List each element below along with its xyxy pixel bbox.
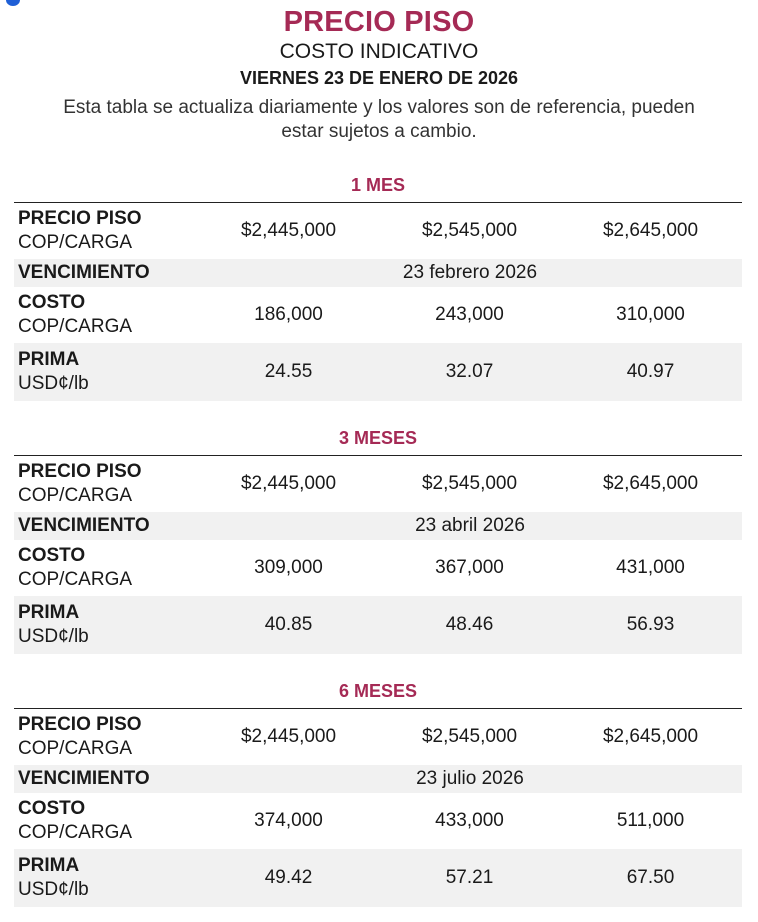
table-cell: 32.07 <box>445 361 494 382</box>
table-cell: $2,645,000 <box>602 473 699 494</box>
row-label-main: PRECIO PISO <box>18 714 142 735</box>
table-row-costo <box>14 540 742 596</box>
table-cell: 310,000 <box>616 304 685 325</box>
row-label-unit: USD¢/lb <box>18 373 89 394</box>
row-label-unit: USD¢/lb <box>18 879 89 900</box>
table-cell: 56.93 <box>626 614 675 635</box>
table-cell: 23 julio 2026 <box>416 768 524 789</box>
row-label-main: VENCIMIENTO <box>18 768 150 789</box>
table-row-prima <box>14 596 742 654</box>
table-cell: 48.46 <box>445 614 494 635</box>
table-cell: $2,445,000 <box>240 473 337 494</box>
row-label-main: COSTO <box>18 545 86 566</box>
table-cell: 40.85 <box>264 614 313 635</box>
row-label <box>14 797 198 845</box>
row-label <box>14 514 198 538</box>
table-cell: 49.42 <box>264 867 313 888</box>
table-cell: 243,000 <box>435 304 504 325</box>
price-table <box>14 202 742 401</box>
table-cell: 67.50 <box>626 867 675 888</box>
row-label <box>14 713 198 761</box>
table-cell: $2,545,000 <box>421 473 518 494</box>
row-label-main: COSTO <box>18 292 86 313</box>
table-cell: 433,000 <box>435 810 504 831</box>
table-row-vencimiento <box>14 765 742 793</box>
page-subtitle: COSTO INDICATIVO <box>279 40 479 63</box>
table-cell: 431,000 <box>616 557 685 578</box>
table-cell: $2,645,000 <box>602 726 699 747</box>
row-label-main: VENCIMIENTO <box>18 515 150 536</box>
row-label <box>14 767 198 791</box>
table-cell: 309,000 <box>254 557 323 578</box>
row-label-unit: COP/CARGA <box>18 822 133 843</box>
page-date: VIERNES 23 DE ENERO DE 2026 <box>239 68 519 88</box>
table-row-precio <box>14 709 742 765</box>
table-cell: 57.21 <box>445 867 494 888</box>
row-label-main: PRIMA <box>18 602 80 623</box>
table-cell: 23 febrero 2026 <box>402 262 538 283</box>
table-row-prima <box>14 849 742 907</box>
table-row-precio <box>14 203 742 259</box>
section-6-meses <box>14 678 742 907</box>
table-row-costo <box>14 287 742 343</box>
table-cell: 24.55 <box>264 361 313 382</box>
table-row-vencimiento <box>14 259 742 287</box>
row-label-unit: COP/CARGA <box>18 738 133 759</box>
row-label <box>14 854 198 902</box>
table-cell: 40.97 <box>626 361 675 382</box>
table-cell: 367,000 <box>435 557 504 578</box>
table-cell: $2,545,000 <box>421 220 518 241</box>
price-table <box>14 708 742 907</box>
section-1-mes <box>14 172 742 401</box>
row-label-unit: COP/CARGA <box>18 316 133 337</box>
section-title: 3 MESES <box>338 428 418 448</box>
section-title: 1 MES <box>350 175 406 195</box>
table-row-prima <box>14 343 742 401</box>
row-label-main: PRECIO PISO <box>18 208 142 229</box>
table-cell: $2,445,000 <box>240 726 337 747</box>
row-label <box>14 544 198 592</box>
row-label <box>14 460 198 508</box>
section-3-meses <box>14 425 742 654</box>
table-cell: 186,000 <box>254 304 323 325</box>
row-label <box>14 261 198 285</box>
row-label-unit: COP/CARGA <box>18 485 133 506</box>
section-title: 6 MESES <box>338 681 418 701</box>
table-cell: $2,545,000 <box>421 726 518 747</box>
page-description: Esta tabla se actualiza diariamente y los valores son de referencia, pueden estar sujetos a cambio. <box>63 97 695 142</box>
page-header <box>0 0 758 144</box>
row-label-unit: COP/CARGA <box>18 232 133 253</box>
row-label-main: VENCIMIENTO <box>18 262 150 283</box>
table-cell: 23 abril 2026 <box>415 515 525 536</box>
table-cell: 511,000 <box>616 810 685 831</box>
row-label <box>14 601 198 649</box>
row-label-main: PRIMA <box>18 855 80 876</box>
table-cell: 374,000 <box>254 810 323 831</box>
row-label <box>14 207 198 255</box>
row-label-unit: COP/CARGA <box>18 569 133 590</box>
price-table <box>14 455 742 654</box>
table-row-costo <box>14 793 742 849</box>
table-row-vencimiento <box>14 512 742 540</box>
page-title: PRECIO PISO <box>283 6 475 38</box>
row-label-main: PRIMA <box>18 349 80 370</box>
table-row-precio <box>14 456 742 512</box>
table-cell: $2,445,000 <box>240 220 337 241</box>
row-label-main: COSTO <box>18 798 86 819</box>
row-label <box>14 291 198 339</box>
row-label-unit: USD¢/lb <box>18 626 89 647</box>
table-cell: $2,645,000 <box>602 220 699 241</box>
row-label <box>14 348 198 396</box>
row-label-main: PRECIO PISO <box>18 461 142 482</box>
